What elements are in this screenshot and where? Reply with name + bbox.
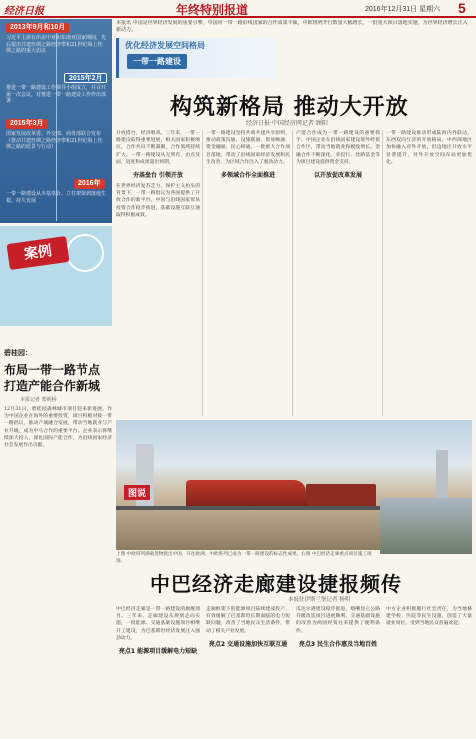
train-car (306, 484, 376, 508)
column-rule (202, 130, 203, 416)
subheading: 夯基垒台 引领开放 (132, 172, 184, 180)
article2-column (206, 606, 290, 734)
article-column (386, 130, 472, 420)
case-headline: 布局一带一路节点 打造产能合作新城 (4, 363, 101, 393)
timeline-date: 2013年9月和10月 (6, 23, 69, 33)
timeline-panel (0, 19, 112, 223)
photo-caption: 上图 中欧班列满载货物驶出中国，开往欧洲。中欧班列已成为一带一路建设的标志性成果。右图 中巴经济走廊重点项目施工现场。 (116, 552, 372, 564)
subheading: 亮点3 民生合作惠及当地百姓 (298, 640, 378, 648)
paragraph: 开放搭台，经济唱戏。三年来，一带一路建设取得重要进展，相关国家积极响应，合作共识不断凝聚，合作领域持续扩大。一带一路建设从无到有、由点及面，进度和成果超出预期。 (116, 131, 200, 165)
article-column (206, 130, 290, 420)
photo-label: 图说 (124, 485, 150, 500)
top-news-text: 本报讯 中国是世界经济发展的重要引擎。中国同一带一路沿线国家的合作成果丰硕，中欧班列开行数量大幅增长，一批重大项目落地实施，为世界经济增长注入新动力。 (116, 20, 468, 33)
case-kicker: 碧桂园： (4, 349, 32, 357)
article-column (116, 130, 200, 420)
case-graphic (0, 226, 112, 326)
article-headline: 构筑新格局 推动大开放 (170, 94, 409, 120)
article2-byline: 本报驻伊斯兰堡记者 杨明 (288, 597, 351, 603)
belt-road-banner (116, 38, 276, 78)
article-byline: 经济日报·中国经济网记者 顾阳 (246, 120, 328, 127)
timeline-text: 一带一路建设从夯基垒台、立柱架梁到落地生根、持久发展 (6, 191, 107, 204)
article2-column (296, 606, 380, 734)
globe-icon (66, 234, 104, 272)
construction-photo (380, 498, 472, 554)
banner-line-2: 一带一路建设 (127, 54, 187, 69)
timeline-text: 习近平主席在出访中亚和东南亚国家期间，先后提出共建丝绸之路经济带和21世纪海上丝绸之路的重大倡议 (6, 35, 107, 54)
article-column (296, 130, 380, 420)
subheading: 以开放促改革发展 (313, 172, 362, 180)
paragraph: 一带一路建设坚持共商共建共享原则，推动政策沟通、设施联通、贸易畅通、资金融通、民心相通。一批重大合作项目落地，带动了沿线国家经济发展和民生改善，为区域合作注入了强劲动力。 (206, 131, 290, 165)
article2-headline: 中巴经济走廊建设捷报频传 (150, 572, 402, 596)
paragraph: 瓜达尔港建设稳步推进，喀喇昆仑公路升级改造项目进展顺利。交通基础设施的改善为两国经贸往来提供了便利条件。 (296, 607, 380, 634)
timeline-date: 2015年2月 (64, 73, 107, 83)
case-byline: 本报记者 郑明桥 (20, 397, 57, 403)
page-number: 5 (458, 0, 466, 16)
subheading: 亮点1 能源项目缓解电力短缺 (118, 648, 198, 656)
issue-date: 2016年12月31日 星期六 (365, 6, 441, 13)
paragraph: 中巴经济走廊是一带一路建设的旗舰项目。三年来，走廊建设从规划走向实施，一批能源、交通基础设施项目相继开工建设，为巴基斯坦经济发展注入强劲动力。 (116, 607, 200, 641)
case-body: 12月31日，碧桂园森林城市项目迎来新进展。作为中国企业在海外的重要投资，项目积极对接一带一路倡议，推动产城融合发展，带动当地就业与产业升级，成为中马合作的重要平台。企业表示将继续加大投入，深化国际产能合作，为沿线国家经济社会发展作出贡献。 (4, 407, 112, 449)
section-title: 年终特别报道 (176, 3, 249, 17)
masthead (0, 0, 476, 18)
subheading: 亮点2 交通设施加快互联互通 (208, 640, 288, 648)
timeline-text: 推进一带一路建设工作领导小组成立，并召开第一次会议，对推进一带一路建设工作作出部署 (6, 85, 107, 104)
column-rule (382, 130, 383, 416)
article2-column (116, 606, 200, 734)
paragraph: 产能合作成为一带一路建设的重要抓手。中国企业在沿线国家建设境外经贸合作区，带动当地就业和税收增长。金融合作不断深化，亚投行、丝路基金等为项目建设提供资金支持。 (296, 131, 380, 165)
banner-line-1: 优化经济发展空间格局 (125, 41, 205, 50)
paragraph: 一带一路建设推动形成陆海内外联动、东西双向互济的开放格局。中西部地区加快融入对外开放，沿边地区开放水平显著提升，对外开放空间布局更加优化。 (386, 131, 472, 165)
paragraph: 中方企业积极履行社会责任，为当地修建学校、医院等民生设施，创造了大量就业岗位，受到当地民众普遍欢迎。 (386, 607, 472, 627)
timeline-date: 2015年3月 (6, 119, 47, 129)
case-tag: 案例 (6, 236, 69, 270)
subheading: 多领域合作全面推进 (220, 172, 275, 180)
paragraph: 在世界经济复苏乏力、保护主义抬头的背景下，一带一路倡议为各国提供了开放合作的新平台。中国与沿线国家贸易投资合作稳步推进，基础设施互联互通取得积极成效。 (116, 184, 200, 218)
article2-column (386, 606, 472, 734)
timeline-text: 国家发展改革委、外交部、商务部联合发布《推动共建丝绸之路经济带和21世纪海上丝绸之路的愿景与行动》 (6, 131, 103, 150)
timeline-date: 2016年 (74, 179, 105, 189)
newspaper-logo: 经济日报 (4, 6, 44, 17)
train-engine (186, 480, 306, 508)
column-rule (292, 130, 293, 416)
paragraph: 走廊框架下的能源项目陆续建成投产，有效缓解了巴基斯坦长期面临的电力短缺问题，改善了当地民众生活条件，带动了相关产业发展。 (206, 607, 290, 634)
